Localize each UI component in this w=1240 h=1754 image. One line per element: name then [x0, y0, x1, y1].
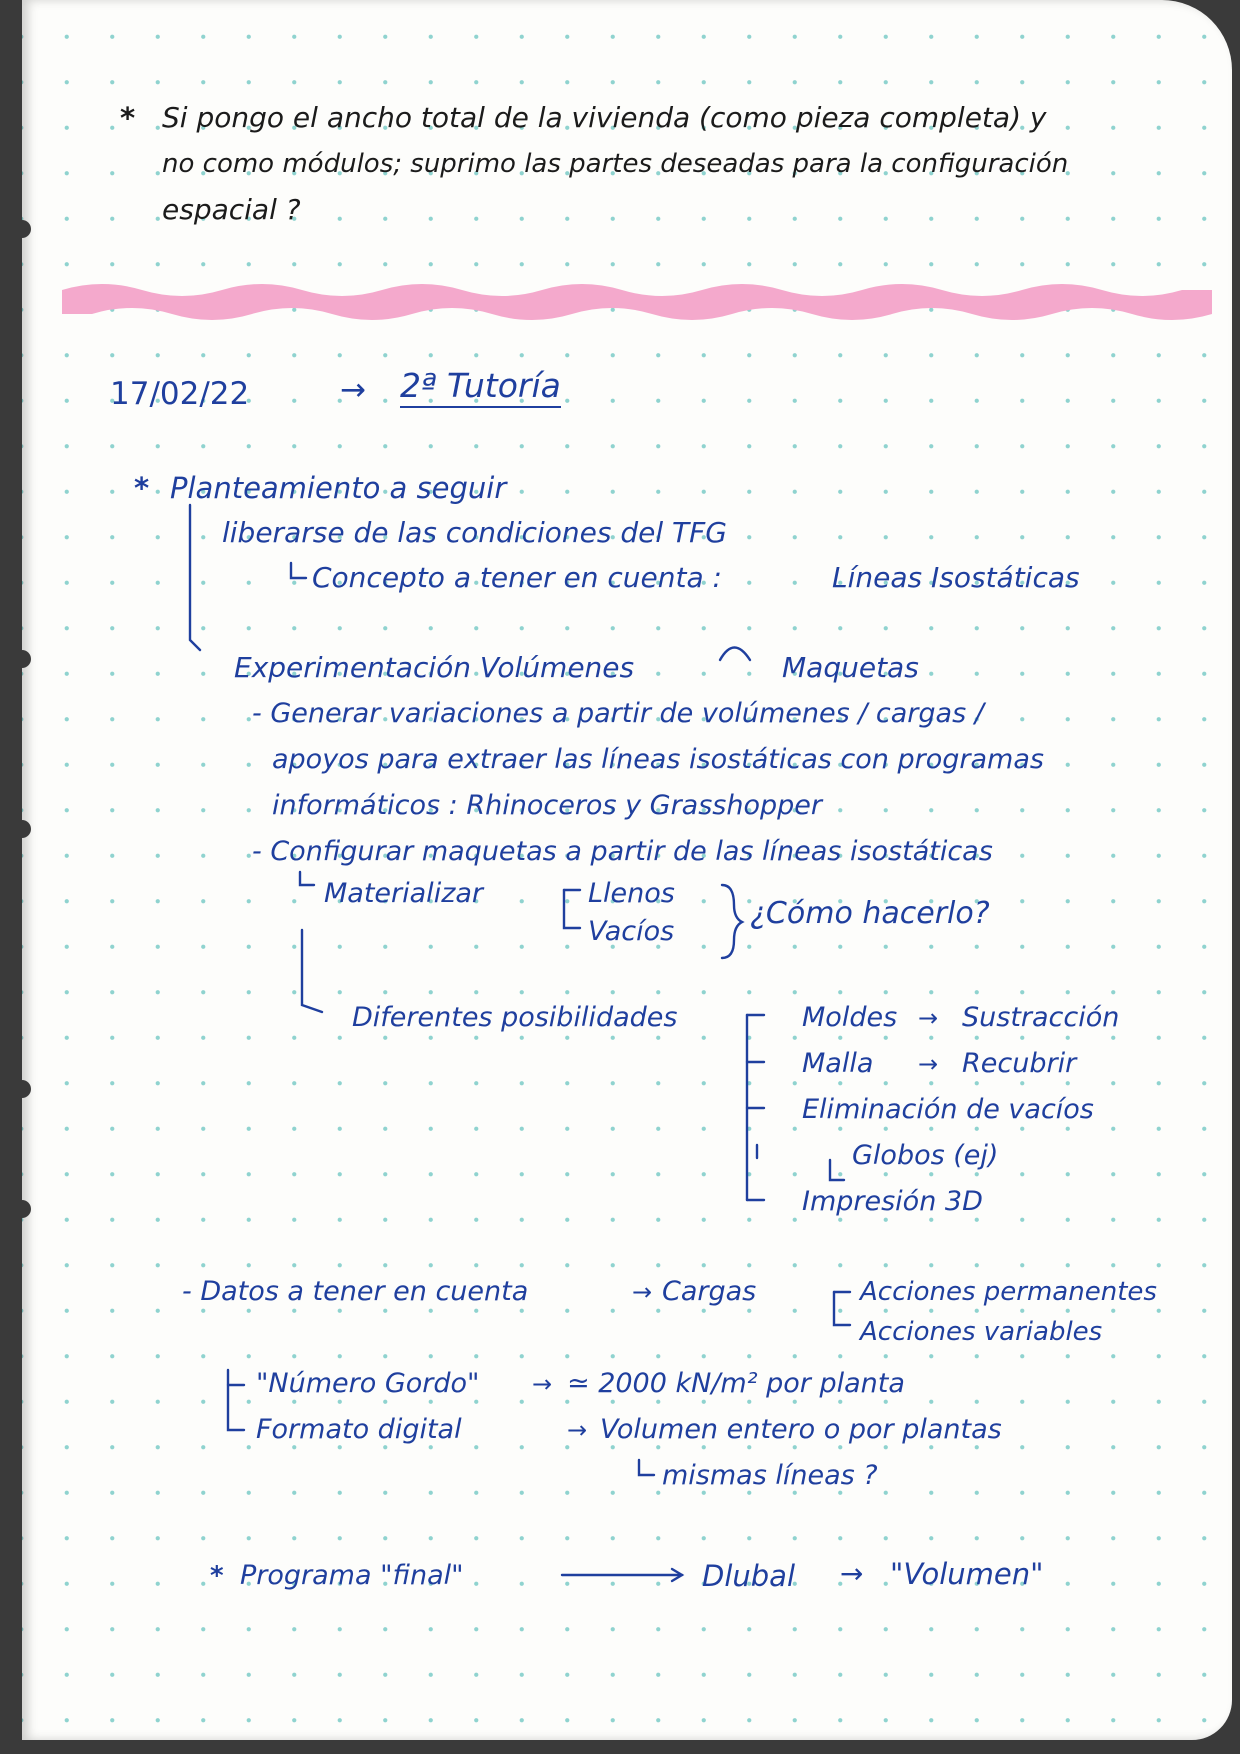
- concept-label: Concepto a tener en cuenta :: [312, 561, 722, 594]
- possibility-3d-print: Impresión 3D: [802, 1186, 983, 1217]
- materialize-label: Materializar: [324, 878, 484, 909]
- possibility-mesh-result: Recubrir: [962, 1048, 1077, 1079]
- configure-models-line: - Configurar maquetas a partir de las líneas isostáticas: [252, 836, 993, 867]
- materialize-option-empty: Vacíos: [588, 916, 675, 947]
- final-program-bullet: *: [210, 1561, 224, 1591]
- same-lines-question: mismas líneas ?: [662, 1460, 878, 1491]
- session-date: 17/02/22: [110, 376, 250, 412]
- variations-line-1: - Generar variaciones a partir de volúmenes / cargas /: [252, 698, 984, 729]
- materialize-option-full: Llenos: [588, 878, 675, 909]
- gross-number-value: ≃ 2000 kN/m² por planta: [567, 1368, 905, 1399]
- possibility-molds-result: Sustracción: [962, 1002, 1120, 1033]
- models-label: Maquetas: [782, 651, 919, 684]
- how-question: ¿Cómo hacerlo?: [750, 896, 990, 931]
- question-bullet: *: [120, 101, 136, 135]
- free-from-conditions: liberarse de las condiciones del TFG: [222, 516, 727, 549]
- possibility-void-removal: Eliminación de vacíos: [802, 1094, 1094, 1125]
- session-title: 2ª Tutoría: [400, 368, 561, 408]
- digital-format-label: Formato digital: [256, 1414, 462, 1445]
- arrow-molds: →: [918, 1004, 939, 1032]
- loads-label: Cargas: [662, 1276, 757, 1307]
- digital-format-value: Volumen entero o por plantas: [600, 1414, 1002, 1445]
- question-line-1: Si pongo el ancho total de la vivienda (como pieza completa) y: [162, 101, 1047, 134]
- arrow-digital-format: →: [567, 1416, 588, 1444]
- approach-heading: Planteamiento a seguir: [170, 471, 507, 505]
- arrow-mesh: →: [918, 1050, 939, 1078]
- session-arrow: →: [340, 372, 366, 408]
- permanent-actions: Acciones permanentes: [860, 1277, 1157, 1307]
- question-line-2: no como módulos; suprimo las partes deseadas para la configuración: [162, 149, 1069, 179]
- variations-line-2: apoyos para extraer las líneas isostáticas con programas: [272, 744, 1044, 775]
- gross-number-label: "Número Gordo": [256, 1368, 480, 1399]
- variations-line-3: informáticos : Rhinoceros y Grasshopper: [272, 790, 822, 821]
- final-program-software: Dlubal: [702, 1559, 796, 1593]
- final-program-output: "Volumen": [890, 1557, 1044, 1591]
- arrow-loads: →: [632, 1278, 653, 1306]
- connector-lines: [22, 0, 1232, 1740]
- possibility-mesh: Malla: [802, 1048, 874, 1079]
- final-program-arrow: →: [840, 1557, 864, 1590]
- experimentation-label: Experimentación Volúmenes: [234, 651, 635, 684]
- data-to-consider-label: - Datos a tener en cuenta: [182, 1276, 529, 1307]
- concept-value: Líneas Isostáticas: [832, 561, 1080, 594]
- possibilities-label: Diferentes posibilidades: [352, 1002, 678, 1033]
- variable-actions: Acciones variables: [860, 1317, 1103, 1347]
- notebook-page: [22, 0, 1232, 1740]
- balloons-example: Globos (ej): [852, 1140, 999, 1171]
- possibility-molds: Moldes: [802, 1002, 898, 1033]
- final-program-label: Programa "final": [240, 1560, 464, 1591]
- arrow-gross-number: →: [532, 1370, 553, 1398]
- approach-bullet: *: [134, 471, 150, 505]
- question-line-3: espacial ?: [162, 193, 301, 226]
